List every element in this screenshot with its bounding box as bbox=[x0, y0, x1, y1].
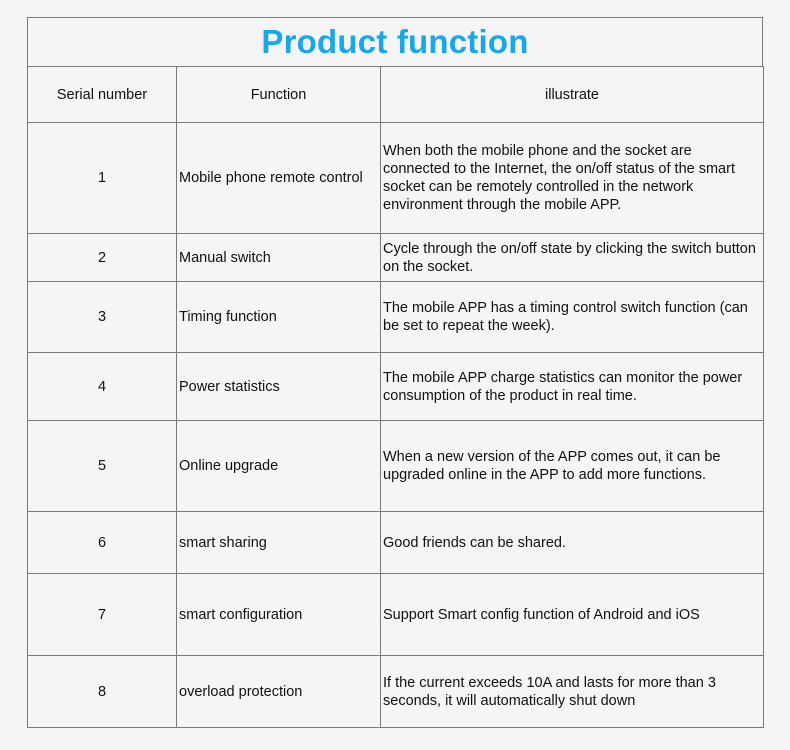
illustrate-cell: The mobile APP charge statistics can monitor the power consumption of the product in real time. bbox=[381, 353, 764, 421]
function-cell: Power statistics bbox=[177, 353, 381, 421]
serial-cell: 7 bbox=[28, 574, 177, 656]
serial-cell: 6 bbox=[28, 512, 177, 574]
table-row bbox=[28, 234, 764, 282]
function-table bbox=[27, 66, 764, 728]
header-serial-number: Serial number bbox=[28, 67, 177, 123]
illustrate-cell: Good friends can be shared. bbox=[381, 512, 764, 574]
serial-cell: 1 bbox=[28, 123, 177, 234]
illustrate-cell: When both the mobile phone and the socket are connected to the Internet, the on/off status of the smart socket can be remotely controlled in the network environment through the mobile APP. bbox=[381, 123, 764, 234]
function-cell: Timing function bbox=[177, 282, 381, 353]
function-cell: overload protection bbox=[177, 656, 381, 728]
serial-cell: 5 bbox=[28, 421, 177, 512]
illustrate-cell: If the current exceeds 10A and lasts for more than 3 seconds, it will automatically shut down bbox=[381, 656, 764, 728]
illustrate-cell: When a new version of the APP comes out, it can be upgraded online in the APP to add more functions. bbox=[381, 421, 764, 512]
header-row bbox=[28, 67, 764, 123]
serial-cell: 8 bbox=[28, 656, 177, 728]
function-cell: Online upgrade bbox=[177, 421, 381, 512]
function-cell: smart sharing bbox=[177, 512, 381, 574]
table-row bbox=[28, 421, 764, 512]
function-cell: smart configuration bbox=[177, 574, 381, 656]
illustrate-cell: Support Smart config function of Android and iOS bbox=[381, 574, 764, 656]
table-row bbox=[28, 574, 764, 656]
illustrate-cell: Cycle through the on/off state by clicking the switch button on the socket. bbox=[381, 234, 764, 282]
illustrate-cell: The mobile APP has a timing control switch function (can be set to repeat the week). bbox=[381, 282, 764, 353]
header-illustrate: illustrate bbox=[381, 67, 764, 123]
table-row bbox=[28, 282, 764, 353]
table-row bbox=[28, 123, 764, 234]
table-row bbox=[28, 512, 764, 574]
table-row bbox=[28, 656, 764, 728]
product-function-sheet bbox=[27, 17, 763, 728]
table-row bbox=[28, 353, 764, 421]
serial-cell: 3 bbox=[28, 282, 177, 353]
function-cell: Manual switch bbox=[177, 234, 381, 282]
serial-cell: 4 bbox=[28, 353, 177, 421]
serial-cell: 2 bbox=[28, 234, 177, 282]
header-function: Function bbox=[177, 67, 381, 123]
function-cell: Mobile phone remote control bbox=[177, 123, 381, 234]
page-title: Product function bbox=[27, 17, 763, 66]
